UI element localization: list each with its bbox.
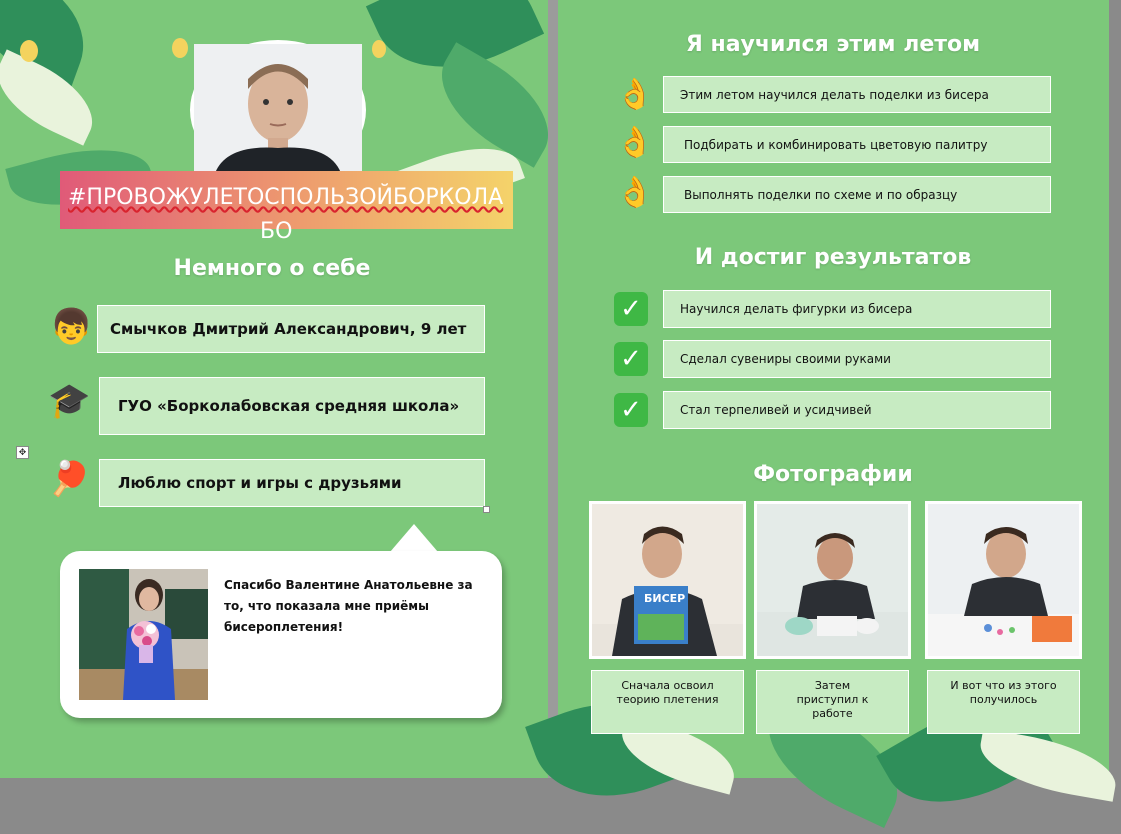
graduation-cap-icon: 🎓 xyxy=(48,381,91,421)
speech-bubble-tail xyxy=(390,524,438,552)
check-mark-icon: ✓ xyxy=(614,393,648,427)
hashtag-text: #ПРОВОЖУЛЕТОСПОЛЬЗОЙБОРКОЛА xyxy=(68,185,504,210)
learned-heading: Я научился этим летом xyxy=(685,32,981,57)
about-item-text: Люблю спорт и игры с друзьями xyxy=(118,474,402,492)
ok-hand-icon: 👌 xyxy=(616,175,654,210)
photos-heading: Фотографии xyxy=(753,462,913,487)
avatar xyxy=(190,40,366,180)
learned-item-text: Подбирать и комбинировать цветовую палитру xyxy=(684,137,988,152)
photo-1 xyxy=(589,501,746,659)
decor-dot xyxy=(372,40,386,58)
learned-item xyxy=(663,176,1051,213)
resize-handle[interactable] xyxy=(483,506,490,513)
thanks-card xyxy=(60,551,502,718)
about-item xyxy=(99,377,485,435)
photo-caption-text: Сначала освоил теорию плетения xyxy=(616,679,719,706)
photo-caption xyxy=(927,670,1080,734)
teacher-photo-image xyxy=(79,569,208,700)
photo-caption-text: И вот что из этого получилось xyxy=(950,679,1057,706)
result-item xyxy=(663,340,1051,378)
about-item xyxy=(99,459,485,507)
photo-2 xyxy=(754,501,911,659)
ok-hand-icon: 👌 xyxy=(616,77,654,112)
result-item-text: Научился делать фигурки из бисера xyxy=(680,302,913,316)
ok-hand-icon: 👌 xyxy=(616,125,654,160)
thanks-text: Спасибо Валентине Анатольевне за то, что показала мне приёмы бисероплетения! xyxy=(224,578,473,634)
move-handle-icon[interactable]: ✥ xyxy=(16,446,29,459)
result-item xyxy=(663,290,1051,328)
about-item xyxy=(97,305,485,353)
photo-3 xyxy=(925,501,1082,659)
learned-item xyxy=(663,126,1051,163)
result-item-text: Сделал сувениры своими руками xyxy=(680,352,891,366)
about-heading: Немного о себе xyxy=(173,256,371,281)
ping-pong-icon: 🏓 xyxy=(48,459,91,499)
right-page xyxy=(558,0,1109,778)
photo-book-title: БИСЕР xyxy=(644,592,686,605)
about-item-text: ГУО «Борколабовская средняя школа» xyxy=(118,397,460,415)
photo-caption xyxy=(756,670,909,734)
results-heading: И достиг результатов xyxy=(694,245,972,270)
boy-portrait-photo xyxy=(194,44,362,176)
learned-item-text: Этим летом научился делать поделки из бисера xyxy=(680,87,989,102)
decor-dot xyxy=(20,40,38,62)
check-mark-icon: ✓ xyxy=(614,292,648,326)
photo-caption xyxy=(591,670,744,734)
photo-3-image xyxy=(928,504,1079,656)
teacher-photo xyxy=(79,569,208,700)
photo-1-image xyxy=(592,504,743,656)
left-page xyxy=(0,0,548,778)
photo-caption-text: Затем приступил к работе xyxy=(796,679,869,720)
result-item-text: Стал терпеливей и усидчивей xyxy=(680,403,872,417)
about-item-text: Смычков Дмитрий Александрович, 9 лет xyxy=(110,320,467,338)
hashtag-banner xyxy=(60,171,513,244)
check-mark-icon: ✓ xyxy=(614,342,648,376)
learned-item xyxy=(663,76,1051,113)
decor-dot xyxy=(172,38,188,58)
hashtag-wrap-text: БО xyxy=(260,219,293,244)
page-gutter xyxy=(548,0,558,778)
boy-face-icon: 👦 xyxy=(50,307,93,347)
photo-2-image xyxy=(757,504,908,656)
learned-item-text: Выполнять поделки по схеме и по образцу xyxy=(684,187,958,202)
result-item xyxy=(663,391,1051,429)
